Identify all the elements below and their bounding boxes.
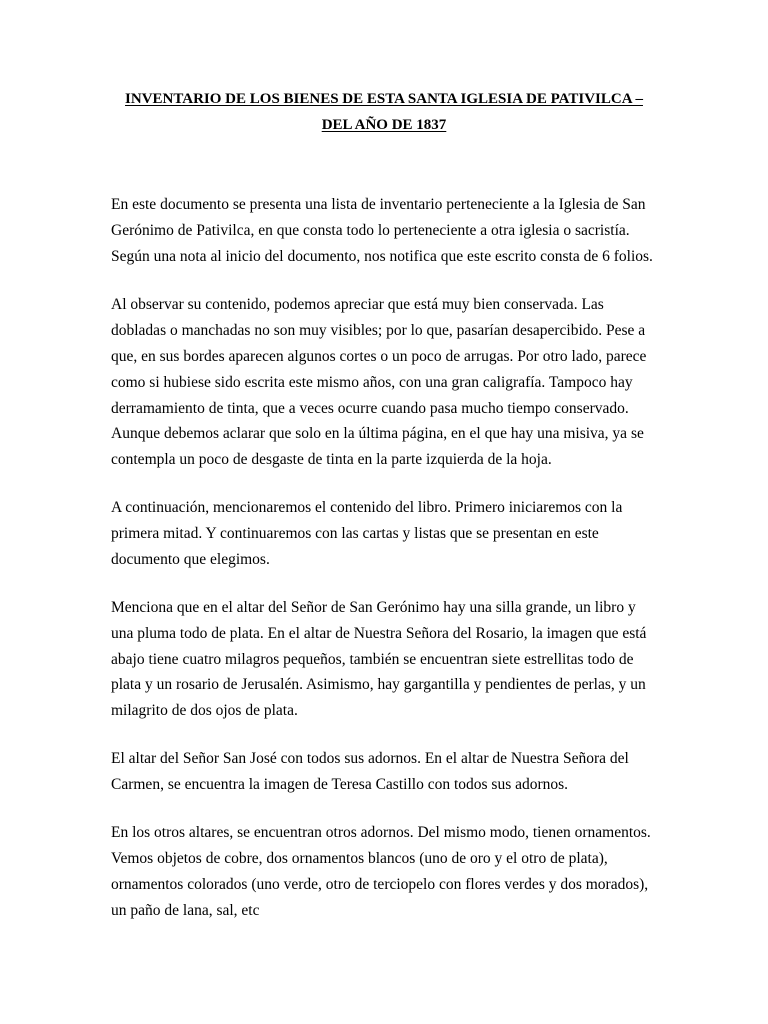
paragraph-3-line: documento que elegimos. bbox=[111, 551, 270, 568]
paragraph-4-line: milagrito de dos ojos de plata. bbox=[111, 702, 298, 719]
paragraph-4-line: abajo tiene cuatro milagros pequeños, también se encuentran siete estrellitas todo de bbox=[111, 651, 634, 668]
paragraph-2-line: Aunque debemos aclarar que solo en la última página, en el que hay una misiva, ya se bbox=[111, 425, 644, 442]
paragraph-1-line: Gerónimo de Pativilca, en que consta todo lo perteneciente a otra iglesia o sacristía. bbox=[111, 222, 630, 239]
document-title-line-1: INVENTARIO DE LOS BIENES DE ESTA SANTA IGLESIA DE PATIVILCA – bbox=[125, 91, 643, 107]
paragraph-3-line: primera mitad. Y continuaremos con las cartas y listas que se presentan en este bbox=[111, 525, 599, 542]
paragraph-6-line: Vemos objetos de cobre, dos ornamentos blancos (uno de oro y el otro de plata), bbox=[111, 850, 608, 867]
paragraph-2-line: como si hubiese sido escrita este mismo años, con una gran caligrafía. Tampoco hay bbox=[111, 374, 633, 391]
paragraph-2-line: dobladas o manchadas no son muy visibles; por lo que, pasarían desapercibido. Pese a bbox=[111, 322, 646, 339]
paragraph-2-line: que, en sus bordes aparecen algunos cortes o un poco de arrugas. Por otro lado, parece bbox=[111, 348, 647, 365]
paragraph-4-line: una pluma todo de plata. En el altar de Nuestra Señora del Rosario, la imagen que está bbox=[111, 625, 647, 642]
paragraph-3-line: A continuación, mencionaremos el contenido del libro. Primero iniciaremos con la bbox=[111, 499, 623, 516]
paragraph-6-line: En los otros altares, se encuentran otros adornos. Del mismo modo, tienen ornamentos. bbox=[111, 824, 651, 841]
paragraph-2-line: derramamiento de tinta, que a veces ocurre cuando pasa mucho tiempo conservado. bbox=[111, 400, 629, 417]
paragraph-2-line: Al observar su contenido, podemos apreciar que está muy bien conservada. Las bbox=[111, 296, 604, 313]
document-title-line-2: DEL AÑO DE 1837 bbox=[321, 117, 447, 133]
paragraph-4-line: plata y un rosario de Jerusalén. Asimismo, hay gargantilla y pendientes de perlas, y un bbox=[111, 676, 646, 693]
paragraph-1-line: En este documento se presenta una lista de inventario perteneciente a la Iglesia de San bbox=[111, 196, 646, 213]
paragraph-2-line: contempla un poco de desgaste de tinta en la parte izquierda de la hoja. bbox=[111, 451, 552, 468]
paragraph-4-line: Menciona que en el altar del Señor de San Gerónimo hay una silla grande, un libro y bbox=[111, 599, 636, 616]
paragraph-5-line: Carmen, se encuentra la imagen de Teresa Castillo con todos sus adornos. bbox=[111, 776, 569, 793]
paragraph-5-line: El altar del Señor San José con todos sus adornos. En el altar de Nuestra Señora del bbox=[111, 750, 629, 767]
paragraph-6-line: un paño de lana, sal, etc bbox=[111, 902, 260, 919]
paragraph-1-line: Según una nota al inicio del documento, nos notifica que este escrito consta de 6 folios. bbox=[111, 248, 653, 265]
paragraph-6-line: ornamentos colorados (uno verde, otro de terciopelo con flores verdes y dos morados), bbox=[111, 876, 649, 893]
